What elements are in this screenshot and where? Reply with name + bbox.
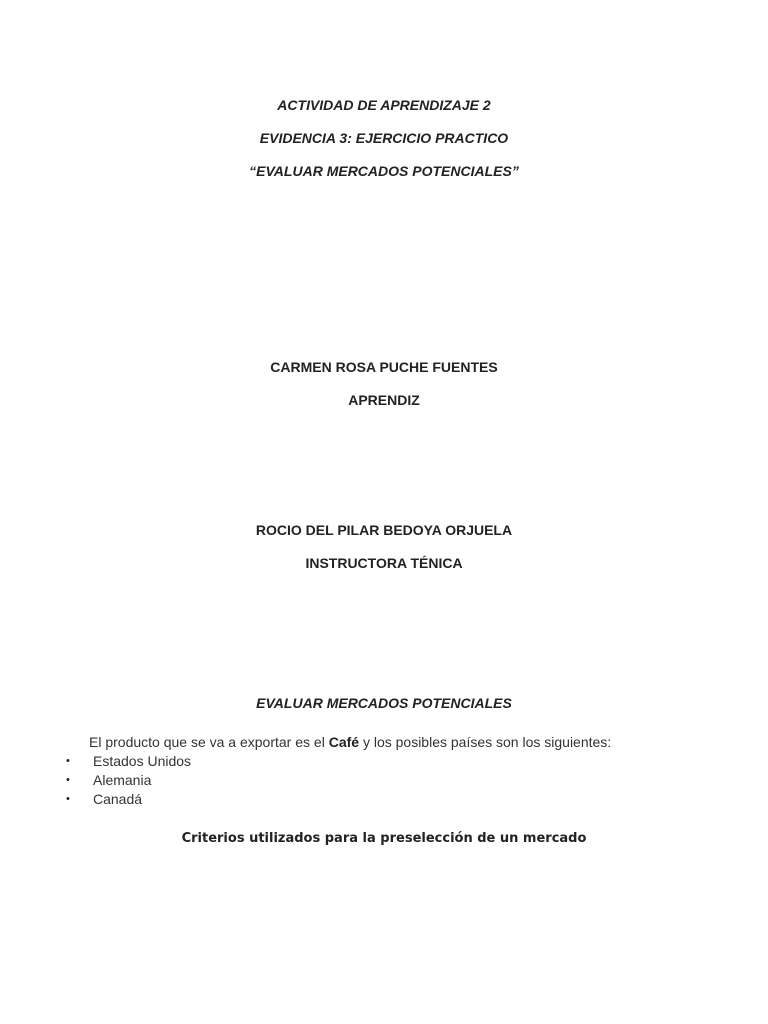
student-role: APRENDIZ [348,392,420,408]
intro-text-after: y los posibles países son los siguientes: [359,734,612,750]
country-name: Estados Unidos [93,753,192,769]
country-name: Alemania [93,772,152,788]
bullet-icon: • [66,793,70,805]
instructor-name: ROCIO DEL PILAR BEDOYA ORJUELA [255,522,513,538]
student-name: CARMEN ROSA PUCHE FUENTES [270,359,498,375]
criteria-heading: Criterios utilizados para la preselección de un mercado [181,831,587,846]
bullet-icon: • [66,774,70,786]
section-title: EVALUAR MERCADOS POTENCIALES [256,695,512,711]
intro-paragraph [89,733,611,751]
exercise-title: “EVALUAR MERCADOS POTENCIALES” [249,163,519,179]
bullet-icon: • [66,755,70,767]
product-name: Café [328,734,360,750]
instructor-role: INSTRUCTORA TÉNICA [305,555,463,571]
intro-text-before: El producto que se va a exportar es el [89,734,329,750]
country-name: Canadá [93,791,143,807]
evidence-title: EVIDENCIA 3: EJERCICIO PRACTICO [259,130,509,146]
activity-title: ACTIVIDAD DE APRENDIZAJE 2 [277,97,491,113]
